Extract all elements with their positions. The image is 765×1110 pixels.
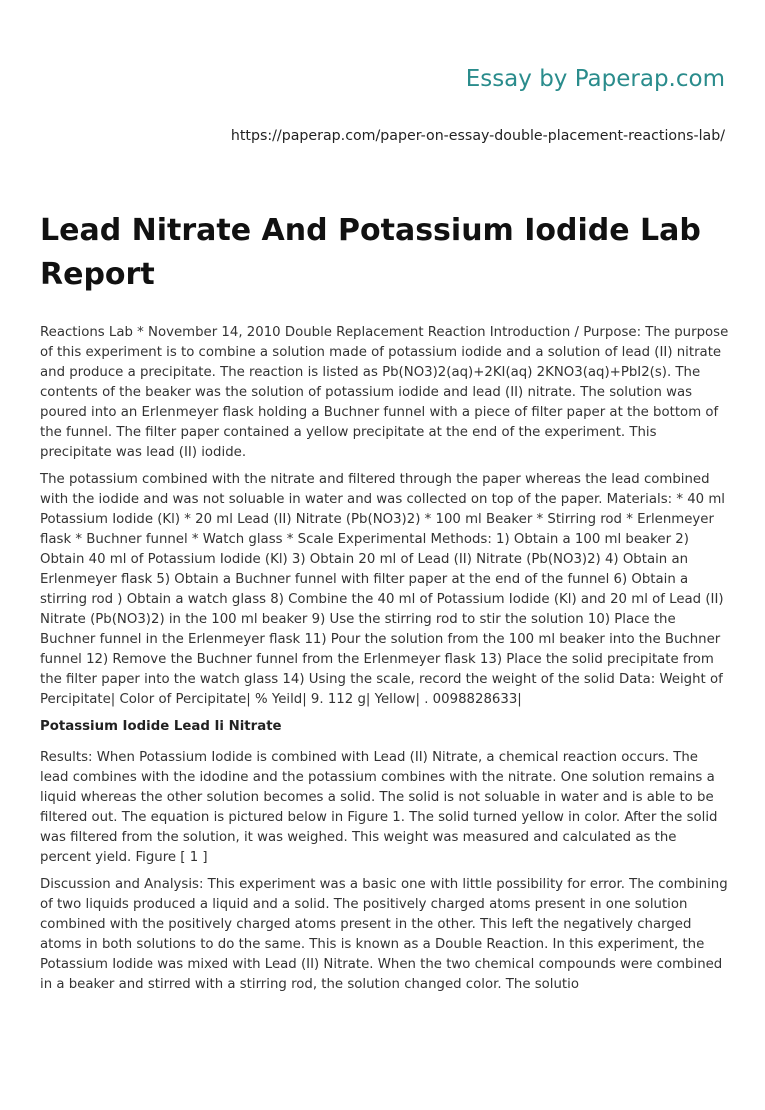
page-title: Lead Nitrate And Potassium Iodide Lab Report: [40, 213, 701, 292]
paragraph-results: Results: When Potassium Iodide is combined with Lead (II) Nitrate, a chemical reaction occurs. The lead combines with the idodine and the potassium combines with the nitrate. One solution remains a liquid whereas the other solution becomes a solid. The solid is not soluable in water and is able to be filtered out. The equation is pictured below in Figure 1. The solid turned yellow in color. After the solid was filtered from the solution, it was weighed. This weight was measured and calculated as the percent yield. Figure [ 1 ]: [40, 750, 718, 865]
paragraph-discussion: Discussion and Analysis: This experiment was a basic one with little possibility for error. The combining of two liquids produced a liquid and a solid. The positively charged atoms present in one solution combined with the positively charged atoms present in the other. This left the negatively charged atoms in both solutions to do the same. This is known as a Double Reaction. In this experiment, the Potassium Iodide was mixed with Lead (II) Nitrate. When the two chemical compounds were combined in a beaker and stirred with a stirring rod, the solution changed color. The solutio: [40, 877, 728, 992]
source-url[interactable]: https://paperap.com/paper-on-essay-double-placement-reactions-lab/: [230, 128, 725, 144]
site-brand[interactable]: Essay by Paperap.com: [465, 66, 725, 92]
section-subheading: Potassium Iodide Lead Ii Nitrate: [40, 719, 282, 734]
paragraph-materials-methods: The potassium combined with the nitrate and filtered through the paper whereas the lead combined with the iodide and was not soluable in water and was collected on top of the paper. Materials: * 40 ml Potassium Iodide (Kl) * 20 ml Lead (II) Nitrate (Pb(NO3)2) * 100 ml Beaker * Stirring rod * Erlenmeyer flask * Buchner funnel * Watch glass * Scale Experimental Methods: 1) Obtain a 100 ml beaker 2) Obtain 40 ml of Potassium Iodide (Kl) 3) Obtain 20 ml of Lead (II) Nitrate (Pb(NO3)2) 4) Obtain an Erlenmeyer flask 5) Obtain a Buchner funnel with filter paper at the end of the funnel 6) Obtain a stirring rod ) Obtain a watch glass 8) Combine the 40 ml of Potassium Iodide (Kl) and 20 ml of Lead (II) Nitrate (Pb(NO3)2) in the 100 ml beaker 9) Use the stirring rod to stir the solution 10) Place the Buchner funnel in the Erlenmeyer flask 11) Pour the solution from the 100 ml beaker into the Buchner funnel 12) Remove the Buchner funnel from the Erlenmeyer flask 13) Place the solid precipitate from the filter paper into the watch glass 14) Using the scale, record the weight of the solid Data: Weight of Percipitate| Color of Percipitate| % Yeild| 9. 112 g| Yellow| . 0098828633|: [40, 472, 725, 707]
paragraph-intro: Reactions Lab * November 14, 2010 Double Replacement Reaction Introduction / Purpose: The purpose of this experiment is to combine a solution made of potassium iodide and a solution of lead (II) nitrate and produce a precipitate. The reaction is listed as Pb(NO3)2(aq)+2KI(aq) 2KNO3(aq)+PbI2(s). The contents of the beaker was the solution of potassium iodide and lead (II) nitrate. The solution was poured into an Erlenmeyer flask holding a Buchner funnel with a piece of filter paper at the bottom of the funnel. The filter paper contained a yellow precipitate at the end of the experiment. This precipitate was lead (II) iodide.: [40, 325, 729, 460]
article-body: [40, 323, 730, 1002]
